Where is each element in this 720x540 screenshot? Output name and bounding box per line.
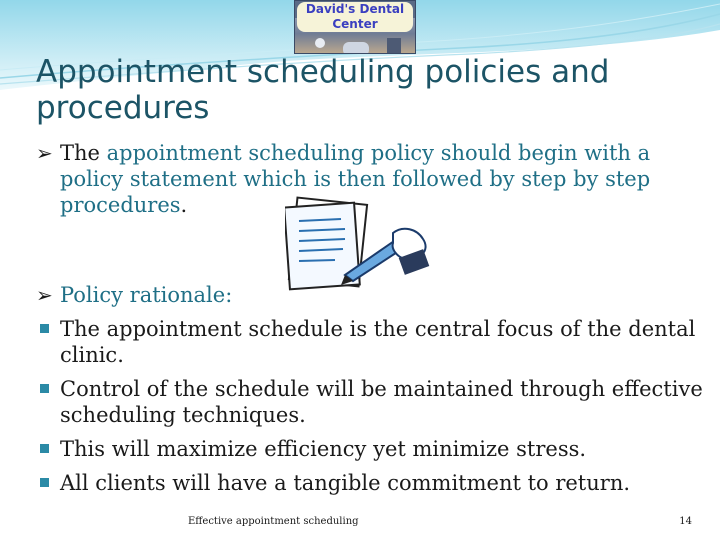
list-item xyxy=(36,316,716,368)
clinic-logo xyxy=(294,0,416,54)
bullet-text: Control of the schedule will be maintained through effective scheduling techniques. xyxy=(60,377,703,427)
bullet-text: The appointment schedule is the central focus of the dental clinic. xyxy=(60,317,696,367)
dental-chair-shape xyxy=(343,42,369,54)
document-pen-clipart xyxy=(285,195,435,295)
list-item xyxy=(36,436,716,462)
rationale-heading-text: Policy rationale: xyxy=(60,283,233,307)
square-bullet-icon xyxy=(40,324,49,333)
square-bullet-icon xyxy=(40,384,49,393)
footer-label: Effective appointment scheduling xyxy=(188,516,359,527)
list-item xyxy=(36,470,716,496)
list-item xyxy=(36,376,716,428)
intro-accent-text: appointment scheduling policy should begin with a policy statement which is then followed by step by step procedures xyxy=(60,141,651,217)
square-bullet-icon xyxy=(40,478,49,487)
slide-body xyxy=(36,140,716,496)
arrow-bullet-icon: ➢ xyxy=(36,141,53,165)
slide-title: Appointment scheduling policies and procedures xyxy=(36,54,610,126)
bullet-text: All clients will have a tangible commitment to return. xyxy=(60,471,631,495)
intro-prefix: The xyxy=(60,141,100,165)
square-bullet-icon xyxy=(40,444,49,453)
arrow-bullet-icon: ➢ xyxy=(36,283,53,307)
bullet-text: This will maximize efficiency yet minimize stress. xyxy=(60,437,587,461)
lamp-shape xyxy=(315,38,325,48)
logo-text: David's Dental Center xyxy=(297,2,413,32)
page-number: 14 xyxy=(679,516,692,527)
intro-suffix: . xyxy=(180,193,188,217)
door-shape xyxy=(387,38,401,54)
